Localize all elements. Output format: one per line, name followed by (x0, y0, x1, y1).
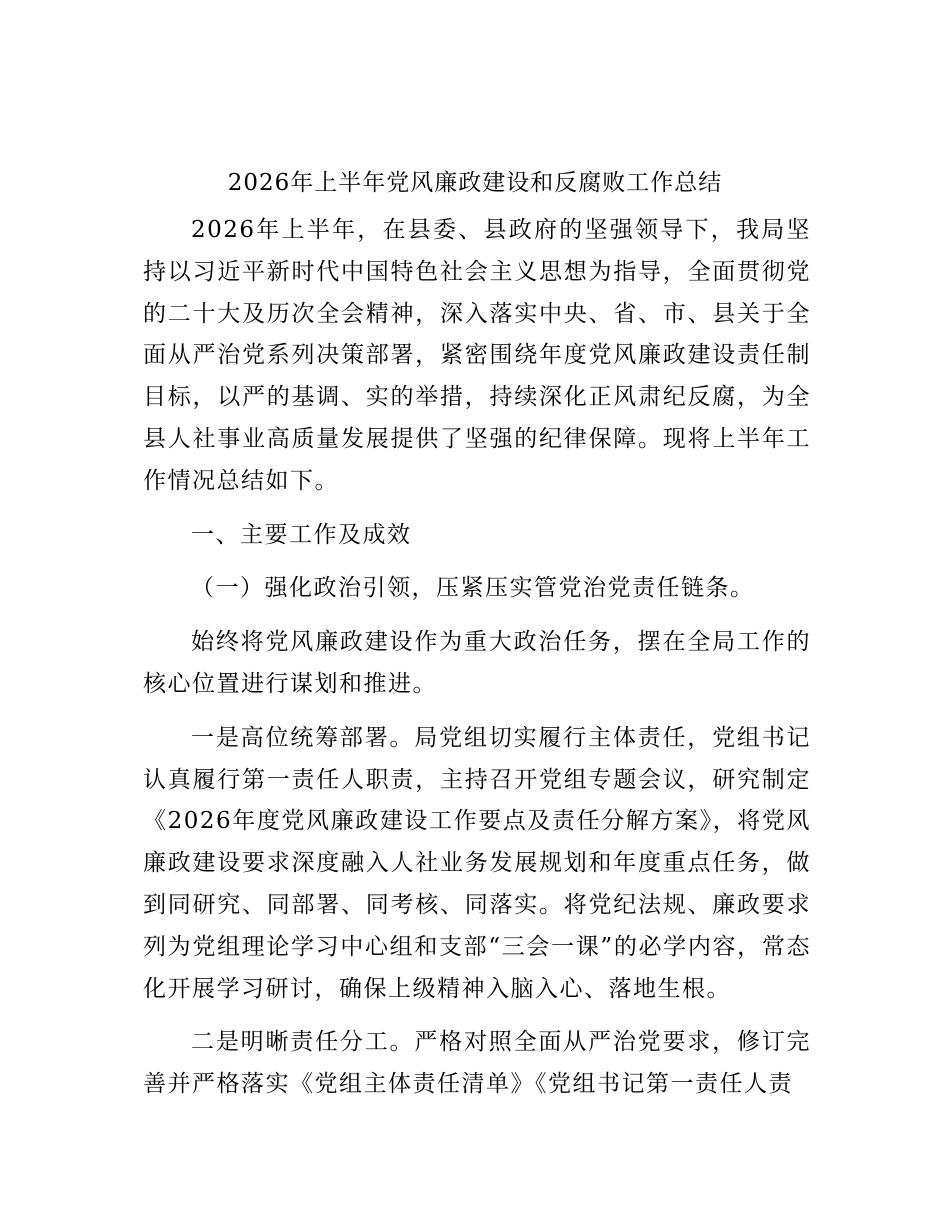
subsection-intro-paragraph: 始终将党风廉政建设作为重大政治任务，摆在全局工作的核心位置进行谋划和推进。 (143, 629, 811, 697)
subsection-heading: （一）强化政治引领，压紧压实管党治党责任链条。 (191, 575, 755, 602)
point-two-paragraph: 二是明晰责任分工。严格对照全面从严治党要求，修订完善并严格落实《党组主体责任清单》《党组书记第一责任人责 (143, 1029, 811, 1098)
intro-paragraph: 2026年上半年，在县委、县政府的坚强领导下，我局坚持以习近平新时代中国特色社会主义思想为指导，全面贯彻党的二十大及历次全会精神，深入落实中央、省、市、县关于全面从严治党系列决策部署，紧密围绕年度党风廉政建设责任制目标，以严的基调、实的举措，持续深化正风肃纪反腐，为全县人社事业高质量发展提供了坚强的纪律保障。现将上半年工作情况总结如下。 (143, 217, 811, 494)
section-heading: 一、主要工作及成效 (191, 521, 412, 548)
document-body (143, 210, 811, 1118)
document-title: 2026年上半年党风廉政建设和反腐败工作总结 (227, 170, 723, 196)
point-one-paragraph: 一是高位统筹部署。局党组切实履行主体责任，党组书记认真履行第一责任人职责，主持召开党组专题会议，研究制定《2026年度党风廉政建设工作要点及责任分解方案》，将党风廉政建设要求深度融入人社业务发展规划和年度重点任务，做到同研究、同部署、同考核、同落实。将党纪法规、廉政要求列为党组理论学习中心组和支部“三会一课”的必学内容，常态化开展学习研讨，确保上级精神入脑入心、落地生根。 (143, 724, 811, 1002)
